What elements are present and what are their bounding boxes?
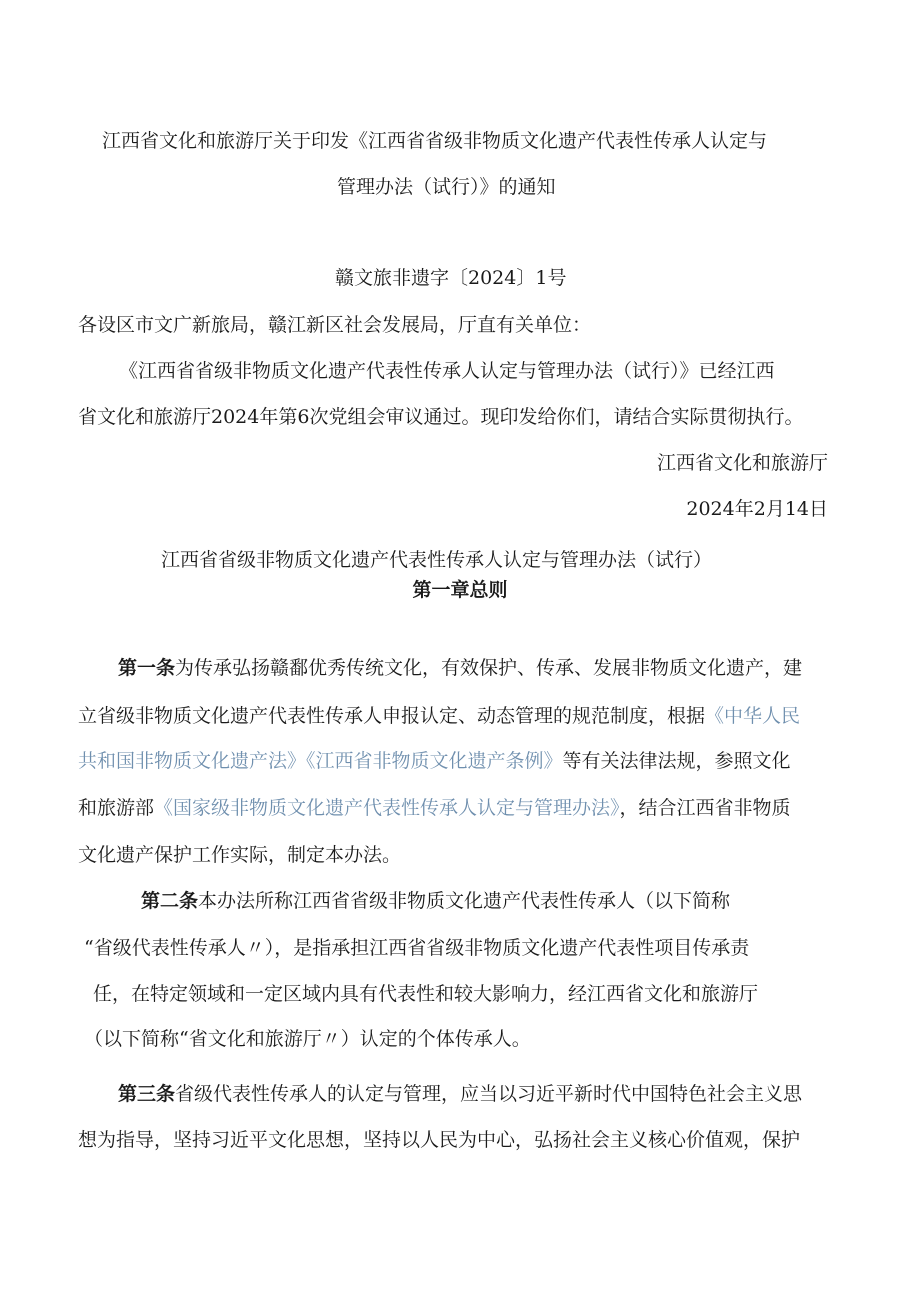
article-2-label: 第二条 xyxy=(141,890,199,912)
law-link-intangible-heritage-law[interactable]: 《中华人民 xyxy=(705,705,801,727)
article-1-line-4 xyxy=(78,796,791,820)
notice-title-line-2: 管理办法（试行）》的通知 xyxy=(337,176,556,198)
article-1-text: 为传承弘扬赣鄱优秀传统文化，有效保护、传承、发展非物质文化遗产，建 xyxy=(175,657,803,679)
law-link-intangible-heritage-law-cont[interactable]: 共和国非物质文化遗产法》 xyxy=(78,750,307,772)
issuer: 江西省文化和旅游厅 xyxy=(656,452,828,474)
article-2-line-2: “省级代表性传承人〃），是指承担江西省省级非物质文化遗产代表性项目传承责 xyxy=(84,937,750,959)
recipients: 各设区市文广新旅局，赣江新区社会发展局，厅直有关单位： xyxy=(78,314,592,336)
article-1-text: 和旅游部 xyxy=(78,797,155,819)
law-link-jiangxi-regulation[interactable]: 《江西省非物质文化遗产条例》 xyxy=(306,750,563,772)
law-link-national-measures[interactable]: 《国家级非物质文化遗产代表性传承人认定与管理办法》 xyxy=(154,797,620,819)
article-1-line-1 xyxy=(118,656,802,680)
chapter-heading: 第一章总则 xyxy=(412,579,508,601)
article-1-text: 等有关法律法规，参照文化 xyxy=(562,750,791,772)
article-3-line-1 xyxy=(118,1082,802,1106)
article-2-text: 本办法所称江西省省级非物质文化遗产代表性传承人（以下简称 xyxy=(198,890,731,912)
article-3-text: 省级代表性传承人的认定与管理，应当以习近平新时代中国特色社会主义思 xyxy=(175,1083,803,1105)
article-2-line-3: 任，在特定领域和一定区域内具有代表性和较大影响力，经江西省文化和旅游厅 xyxy=(93,983,759,1005)
article-1-line-5: 文化遗产保护工作实际，制定本办法。 xyxy=(78,844,402,866)
article-1-text: ，结合江西省非物质 xyxy=(619,797,791,819)
article-1-label: 第一条 xyxy=(118,657,176,679)
document-number: 赣文旅非遗字〔2024〕1号 xyxy=(335,267,567,289)
article-2-line-4: （以下简称“省文化和旅游厅〃）认定的个体传承人。 xyxy=(84,1028,531,1050)
measures-title: 江西省省级非物质文化遗产代表性传承人认定与管理办法（试行） xyxy=(161,549,713,571)
article-3-label: 第三条 xyxy=(118,1083,176,1105)
article-1-line-2 xyxy=(78,704,800,728)
issue-date: 2024年2月14日 xyxy=(686,498,828,520)
article-3-line-2: 想为指导，坚持习近平文化思想，坚持以人民为中心，弘扬社会主义核心价值观，保护 xyxy=(78,1129,801,1151)
article-1-line-3 xyxy=(78,749,791,773)
article-1-text: 立省级非物质文化遗产代表性传承人申报认定、动态管理的规范制度，根据 xyxy=(78,705,706,727)
notice-title-line-1: 江西省文化和旅游厅关于印发《江西省省级非物质文化遗产代表性传承人认定与 xyxy=(102,130,768,152)
article-2-line-1 xyxy=(141,889,730,913)
notice-body-line-1: 《江西省省级非物质文化遗产代表性传承人认定与管理办法（试行）》已经江西 xyxy=(119,360,775,382)
notice-body-line-2: 省文化和旅游厅2024年第6次党组会审议通过。现印发给你们，请结合实际贯彻执行。 xyxy=(78,406,804,428)
